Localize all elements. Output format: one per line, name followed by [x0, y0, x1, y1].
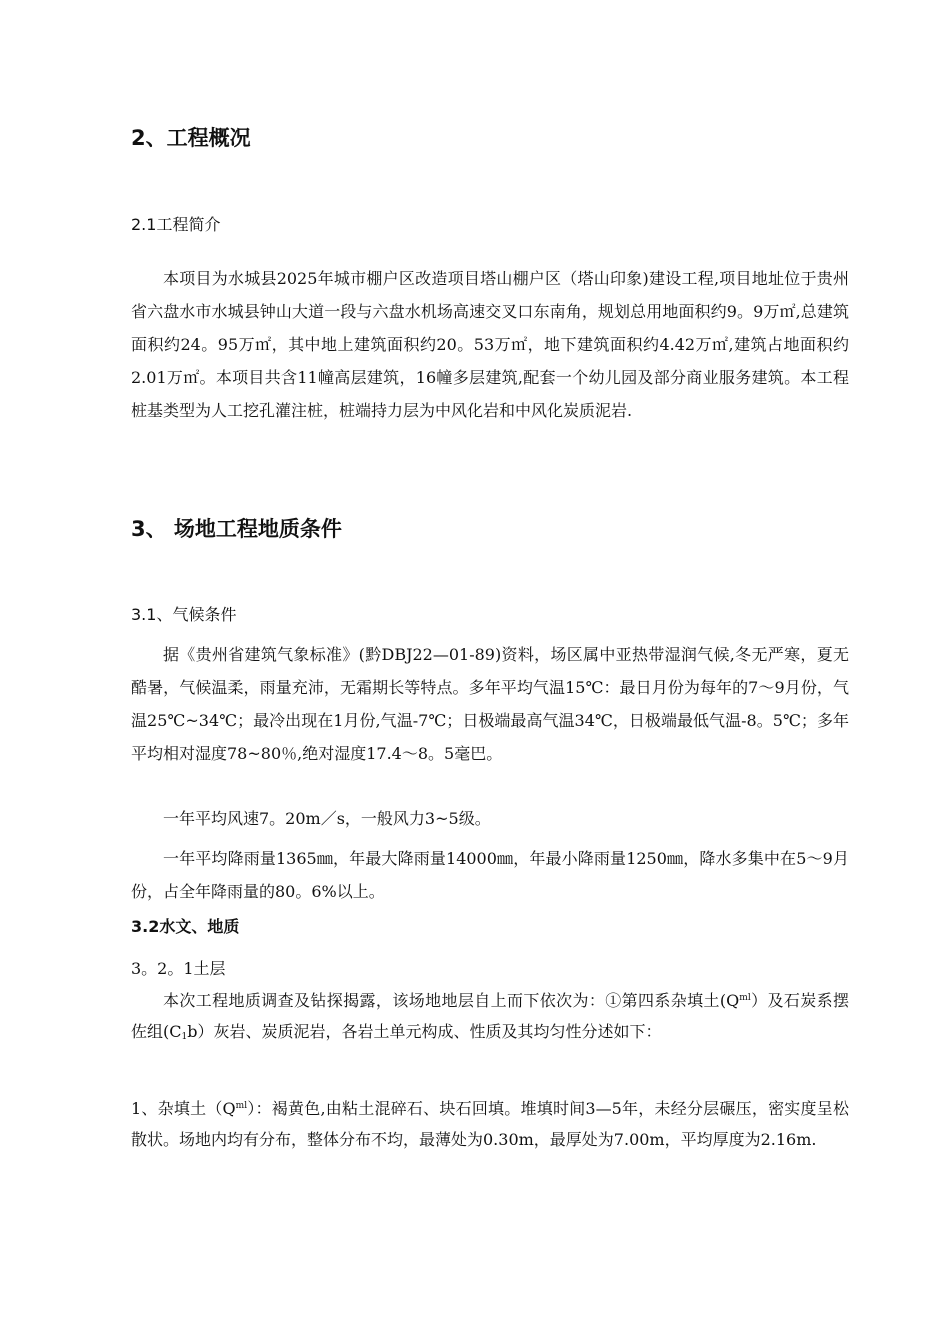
strata-intro-text-1: 本次工程地质调查及钻探揭露，该场地地层自上而下依次为：①第四系杂填土(Q — [163, 991, 740, 1010]
wind-paragraph: 一年平均风速7。20m／s，一般风力3~5级。 — [163, 809, 491, 828]
strata-intro-paragraph — [131, 985, 849, 1047]
section-2-heading: 2、工程概况 — [131, 126, 251, 150]
strata-intro-text-2: ）及石炭系摆佐组(C — [131, 991, 849, 1041]
section-3-heading: 3、 场地工程地质条件 — [131, 517, 342, 541]
section-3-2-heading: 3.2水文、地质 — [131, 917, 240, 936]
rainfall-paragraph: 一年平均降雨量1365㎜，年最大降雨量14000㎜，年最小降雨量1250㎜，降水多集中在5～9月份，占全年降雨量的80。6%以上。 — [131, 849, 849, 901]
strata-intro-subscript: 1 — [181, 1032, 188, 1042]
fill-soil-text-1: 1、杂填土（Q — [131, 1099, 236, 1118]
fill-soil-paragraph — [131, 1093, 849, 1155]
section-3-1-heading: 3.1、气候条件 — [131, 605, 237, 624]
climate-paragraph: 据《贵州省建筑气象标准》(黔DBJ22—01-89)资料，场区属中亚热带湿润气候,冬无严寒，夏无酷暑，气候温柔，雨量充沛，无霜期长等特点。多年平均气温15℃：最日月份为每年的7～9月份，气温25℃~34℃；最冷出现在1月份,气温-7℃；日极端最高气温34℃，日极端最低气温-8。5℃；多年平均相对湿度78~80％,绝对湿度17.4～8。5毫巴。 — [131, 645, 849, 763]
strata-intro-superscript: ml — [739, 993, 751, 1003]
section-3-2-1-heading: 3。2。1土层 — [131, 959, 226, 978]
section-2-1-heading: 2.1工程简介 — [131, 215, 221, 234]
section-2-1-paragraph: 本项目为水城县2025年城市棚户区改造项目塔山棚户区（塔山印象)建设工程,项目地址位于贵州省六盘水市水城县钟山大道一段与六盘水机场高速交叉口东南角，规划总用地面积约9。9万㎡,总建筑面积约24。95万㎡，其中地上建筑面积约20。53万㎡，地下建筑面积约4.42万㎡,建筑占地面积约2.01万㎡。本项目共含11幢高层建筑，16幢多层建筑,配套一个幼儿园及部分商业服务建筑。本工程桩基类型为人工挖孔灌注桩，桩端持力层为中风化岩和中风化炭质泥岩. — [131, 269, 849, 420]
strata-intro-text-3: b）灰岩、炭质泥岩，各岩土单元构成、性质及其均匀性分述如下： — [187, 1022, 662, 1041]
fill-soil-text-2: ）：褐黄色,由粘土混碎石、块石回填。堆填时间3—5年，未经分层碾压，密实度呈松散状。场地内均有分布，整体分布不均，最薄处为0.30m，最厚处为7.00m，平均厚度为2.16m. — [131, 1099, 849, 1149]
fill-soil-superscript: ml — [235, 1101, 248, 1111]
